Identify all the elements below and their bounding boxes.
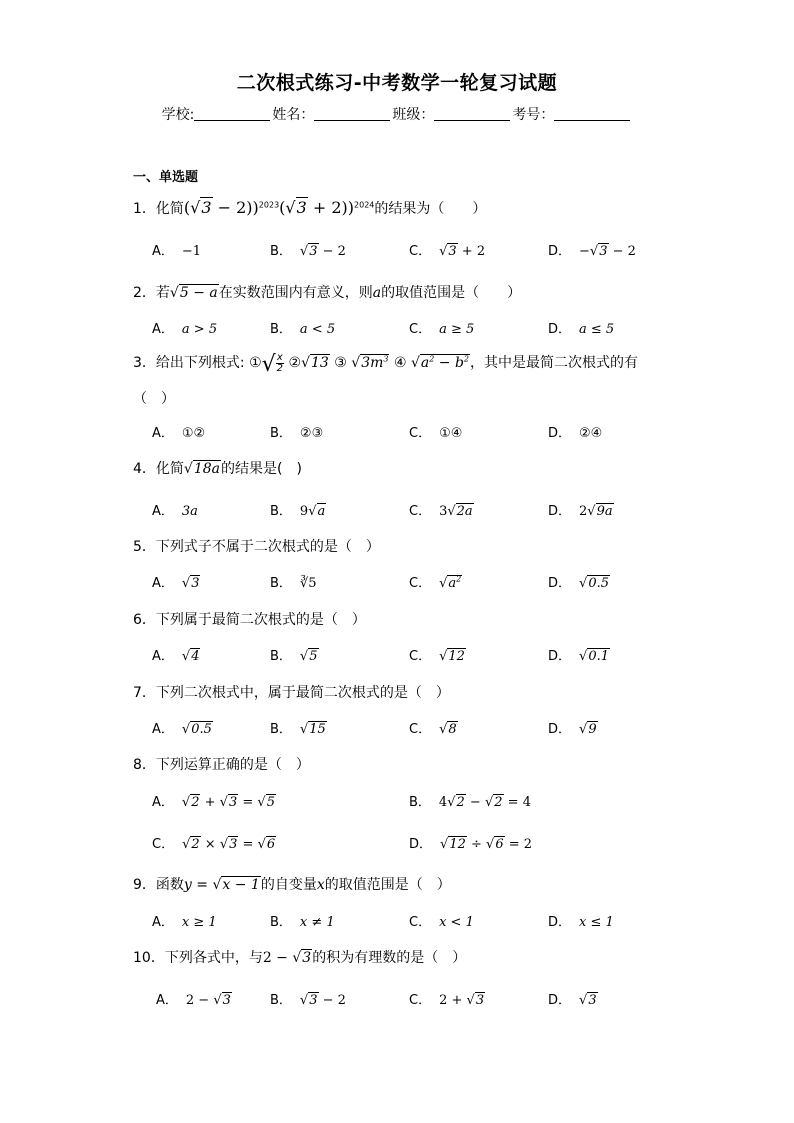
option-c[interactable]: C． x < 1 xyxy=(409,915,474,930)
option-a[interactable]: A． ①② xyxy=(152,426,206,441)
option-a[interactable]: A． −1 xyxy=(152,244,202,259)
option-a[interactable]: A． √2 + √3 = √5 xyxy=(152,795,275,810)
school-label: 学校: xyxy=(161,107,195,123)
expression-b: (√3 + 2)) xyxy=(279,198,355,217)
option-c[interactable]: C． 2 + √3 xyxy=(409,993,485,1008)
question-2: 2．若√5 − a在实数范围内有意义，则a的取值范围是（ ） xyxy=(133,285,522,301)
class-label: 班级： xyxy=(392,107,435,123)
option-c[interactable]: C． ①④ xyxy=(409,426,463,441)
option-c[interactable]: C． √2 × √3 = √6 xyxy=(152,837,276,852)
option-d[interactable]: D． −√3 − 2 xyxy=(548,244,636,259)
question-3-line-2: （ ） xyxy=(133,391,175,407)
option-b[interactable]: B． √3 − 2 xyxy=(270,993,346,1008)
option-d[interactable]: D． √12 ÷ √6 = 2 xyxy=(409,837,533,852)
option-a[interactable]: A． 2 − √3 xyxy=(156,993,231,1008)
name-label: 姓名： xyxy=(272,107,315,123)
option-a[interactable]: A． √4 xyxy=(152,649,200,664)
exam-no-blank[interactable] xyxy=(554,106,630,121)
option-a[interactable]: A． x ≥ 1 xyxy=(152,915,217,930)
option-d[interactable]: D． √3 xyxy=(548,993,597,1008)
question-6: 6．下列属于最简二次根式的是（ ） xyxy=(133,612,366,628)
name-blank[interactable] xyxy=(314,106,390,121)
option-b[interactable]: B． √3 − 2 xyxy=(270,244,346,259)
option-d[interactable]: D． ②④ xyxy=(548,426,603,441)
option-d[interactable]: D． √0.5 xyxy=(548,576,609,591)
option-d[interactable]: D． √0.1 xyxy=(548,649,609,664)
question-10: 10．下列各式中，与2 − √3的积为有理数的是（ ） xyxy=(133,950,467,966)
option-b[interactable]: B． ②③ xyxy=(270,426,324,441)
class-blank[interactable] xyxy=(434,106,510,121)
option-c[interactable]: C． √12 xyxy=(409,649,465,664)
question-4: 4．化简√18a的结果是( ) xyxy=(133,461,302,477)
fraction: $\frac{x}{2}$ xyxy=(276,351,284,374)
question-5: 5．下列式子不属于二次根式的是（ ） xyxy=(133,539,380,555)
option-b[interactable]: B． x ≠ 1 xyxy=(270,915,335,930)
option-d[interactable]: D． √9 xyxy=(548,722,597,737)
option-c[interactable]: C． a ≥ 5 xyxy=(409,322,475,337)
option-c[interactable]: C． $√a^2$ xyxy=(409,574,462,591)
question-7: 7．下列二次根式中，属于最简二次根式的是（ ） xyxy=(133,685,450,701)
question-text-tail: 的结果为（ ） xyxy=(374,201,487,217)
question-8: 8．下列运算正确的是（ ） xyxy=(133,757,310,773)
option-a[interactable]: A． 3a xyxy=(152,504,198,519)
student-info-line xyxy=(0,104,794,124)
page-title: 二次根式练习-中考数学一轮复习试题 xyxy=(236,72,558,94)
exponent-a: 2023 xyxy=(258,200,280,210)
option-b[interactable]: B． 9√a xyxy=(270,504,326,519)
option-d[interactable]: D． x ≤ 1 xyxy=(548,915,614,930)
option-c[interactable]: C． √8 xyxy=(409,722,457,737)
option-b[interactable]: B． √15 xyxy=(270,722,326,737)
option-c[interactable]: C． √3 + 2 xyxy=(409,244,486,259)
option-a[interactable]: A． √0.5 xyxy=(152,722,212,737)
option-a[interactable]: A． a > 5 xyxy=(152,322,218,337)
option-c[interactable]: C． 3√2a xyxy=(409,504,473,519)
expression-a: (√3 − 2)) xyxy=(183,198,259,217)
question-9: 9．函数y = √x − 1的自变量x的取值范围是（ ） xyxy=(133,877,451,893)
option-a[interactable]: A． √3 xyxy=(152,576,200,591)
question-1 xyxy=(133,198,673,218)
option-b[interactable]: B． ∛5 xyxy=(270,576,317,591)
option-d[interactable]: D． a ≤ 5 xyxy=(548,322,615,337)
question-text: 化简 xyxy=(155,201,184,217)
option-b[interactable]: B． √5 xyxy=(270,649,318,664)
option-d[interactable]: D． 2√9a xyxy=(548,504,613,519)
section-heading: 一、单选题 xyxy=(133,170,199,185)
option-b[interactable]: B． a < 5 xyxy=(270,322,336,337)
exponent-b: 2024 xyxy=(354,200,375,210)
option-b[interactable]: B． 4√2 − √2 = 4 xyxy=(409,795,531,810)
exam-no-label: 考号： xyxy=(512,107,555,123)
question-number: 1． xyxy=(133,201,156,217)
question-3: 3．给出下列根式: ①√ $\frac{x}{2}$ ②√13 ③ $√3m^3$ ④ $√a^2 - b^2$，其中是最简二次根式的有 xyxy=(133,351,639,377)
school-blank[interactable] xyxy=(194,106,270,121)
